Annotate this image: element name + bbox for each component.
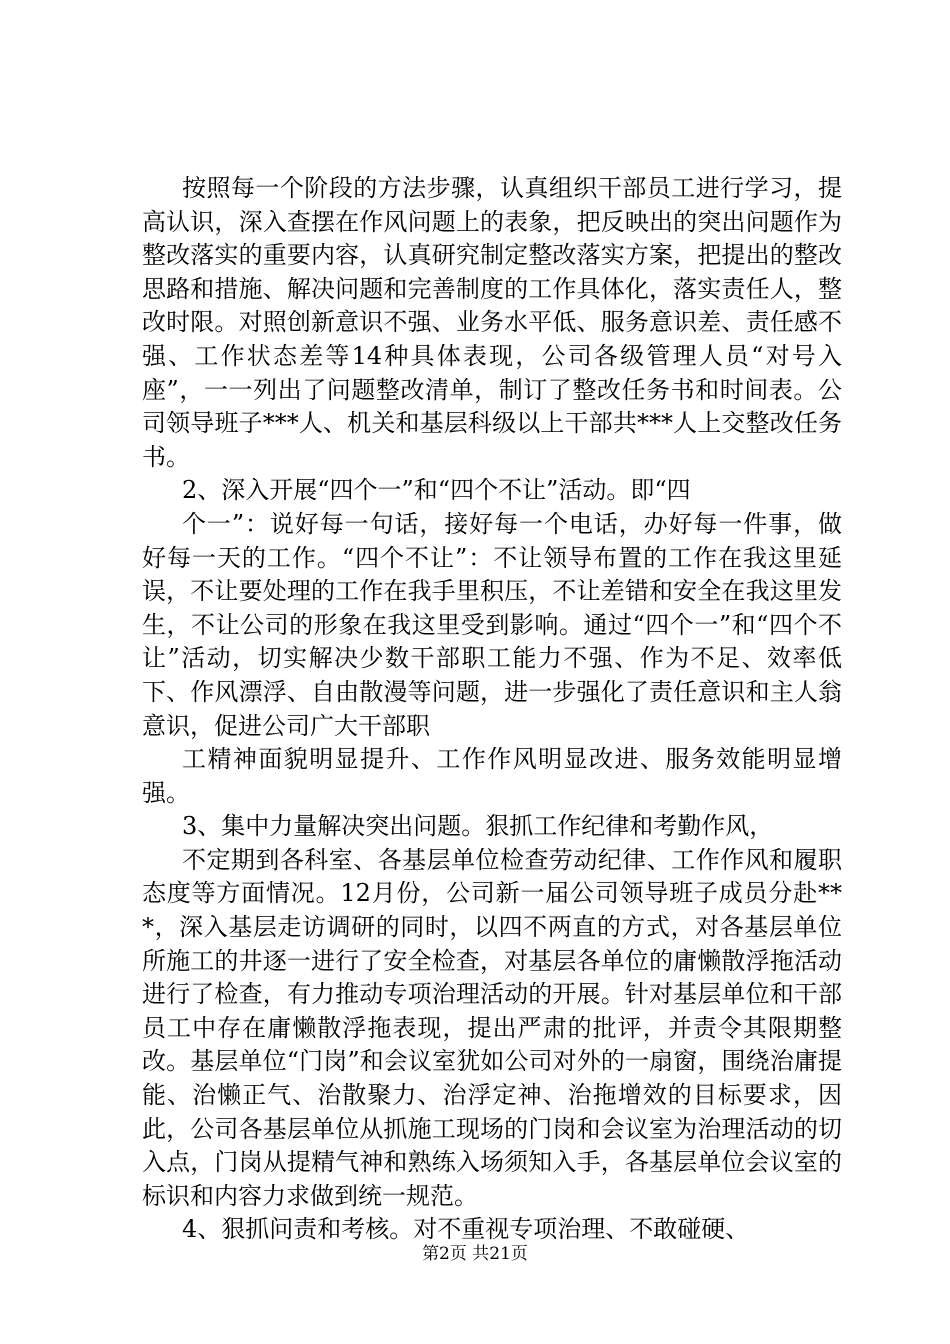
paragraph-four-ones-result: 工精神面貌明显提升、工作作风明显改进、服务效能明显增强。 — [142, 745, 842, 807]
paragraph-accountability: 4、狠抓问责和考核。对不重视专项治理、不敢碰硬、 — [182, 1215, 750, 1244]
paragraph-four-ones-detail: 个一”：说好每一句话，接好每一个电话，办好每一件事，做好每一天的工作。“四个不让”：不让领导布置的工作在我这里延误，不让要处理的工作在我手里积压，不让差错和安全在我这里发生，不让公司的形象在我这里受到影响。通过“四个一”和“四个不让”活动，切实解决少数干部职工能力不强、作为不足、效率低下、作风漂浮、自由散漫等问题，进一步强化了责任意识和主人翁意识，促进公司广大干部职 — [142, 509, 842, 740]
page-footer: 第2页 共21页 — [422, 1244, 528, 1264]
paragraph-four-ones-heading: 2、深入开展“四个一”和“四个不让”活动。即“四 — [182, 476, 691, 505]
paragraph-key-problems-detail: 不定期到各科室、各基层单位检查劳动纪律、工作作风和履职态度等方面情况。12月份，公司新一届公司领导班子成员分赴***，深入基层走访调研的同时，以四不两直的方式，对各基层单位所施工的井逐一进行了安全检查，对基层各单位的庸懒散浮拖活动进行了检查，有力推动专项治理活动的开展。针对基层单位和干部员工中存在庸懒散浮拖表现，提出严肃的批评，并责令其限期整改。基层单位“门岗”和会议室犹如公司对外的一扇窗，围绕治庸提能、治懒正气、治散聚力、治浮定神、治拖增效的目标要求，因此，公司各基层单位从抓施工现场的门岗和会议室为治理活动的切入点，门岗从提精气神和熟练入场须知入手，各基层单位会议室的标识和内容力求做到统一规范。 — [142, 845, 842, 1210]
paragraph-rectification-plan: 按照每一个阶段的方法步骤，认真组织干部员工进行学习，提高认识，深入查摆在作风问题上的表象，把反映出的突出问题作为整改落实的重要内容，认真研究制定整改落实方案，把提出的整改思路和措施、解决问题和完善制度的工作具体化，落实责任人，整改时限。对照创新意识不强、业务水平低、服务意识差、责任感不强、工作状态差等14种具体表现，公司各级管理人员“对号入座”，一一列出了问题整改清单，制订了整改任务书和时间表。公司领导班子***人、机关和基层科级以上干部共***人上交整改任务书。 — [142, 174, 842, 471]
paragraph-key-problems-heading: 3、集中力量解决突出问题。狠抓工作纪律和考勤作风， — [182, 812, 774, 841]
document-body — [142, 172, 842, 1247]
